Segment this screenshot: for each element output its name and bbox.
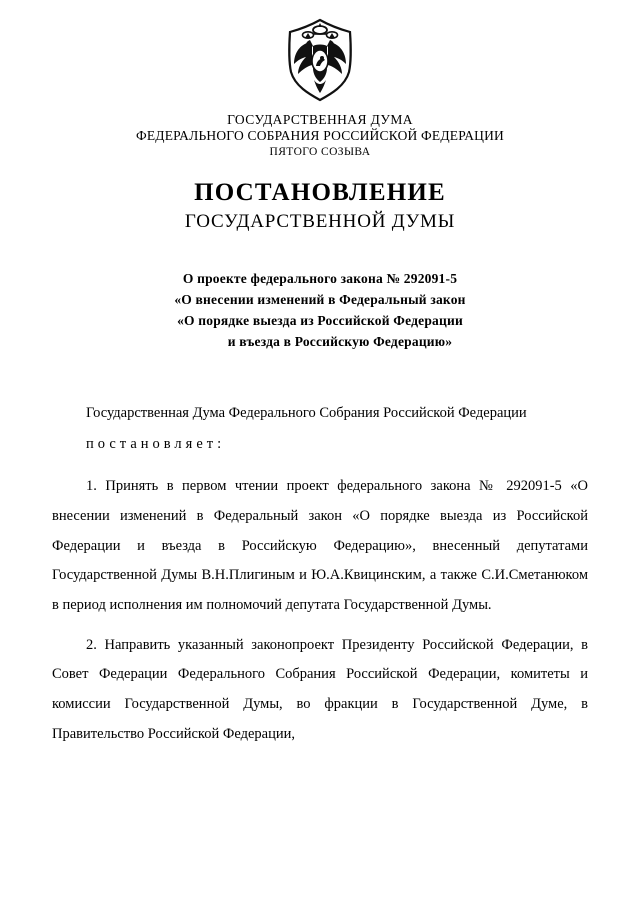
organization-heading [52, 112, 588, 159]
subject-line-3: «О порядке выезда из Российской Федерации [177, 312, 463, 328]
body-item-2: 2. Направить указанный законопроект Президенту Российской Федерации, в Совет Федерации Федерального Собрания Российской Федерации, комитеты и комиссии Государственной Думы, во фракции в Государственной Думе, в Правительство Российской Федерации, [52, 636, 588, 742]
body-item-1: 1. Принять в первом чтении проект федерального закона № 292091-5 «О внесении изменений в Федеральный закон «О порядке выезда из Российской Федерации и въезда в Российскую Федерацию», внесенный депутатами Государственной Думы В.Н.Плигиным и Ю.А.Квицинским, а также С.И.Сметанюком в период исполнения им полномочий депутата Государственной Думы. [52, 478, 588, 613]
subject-line-1: О проекте федерального закона № 292091-5 [182, 270, 458, 286]
subject-line-2: «О внесении изменений в Федеральный закон [174, 291, 466, 307]
body-spacer [52, 460, 588, 472]
document-subtitle: ГОСУДАРСТВЕННОЙ ДУМЫ [184, 210, 456, 232]
document-body [52, 399, 588, 750]
subject-line-4: и въезда в Российскую Федерацию» [227, 333, 453, 349]
body-resolve-word: постановляет: [86, 436, 226, 453]
document-subject [52, 269, 588, 353]
organization-line-2: ФЕДЕРАЛЬНОГО СОБРАНИЯ РОССИЙСКОЙ ФЕДЕРАЦИИ [136, 128, 504, 144]
document-title: ПОСТАНОВЛЕНИЕ [194, 178, 446, 206]
organization-line-1: ГОСУДАРСТВЕННАЯ ДУМА [227, 112, 413, 127]
body-intro: Государственная Дума Федерального Собрания Российской Федерации [86, 404, 527, 421]
emblem-container [52, 16, 588, 102]
russian-federation-coat-of-arms-icon [283, 16, 357, 102]
organization-line-3: ПЯТОГО СОЗЫВА [269, 145, 371, 158]
